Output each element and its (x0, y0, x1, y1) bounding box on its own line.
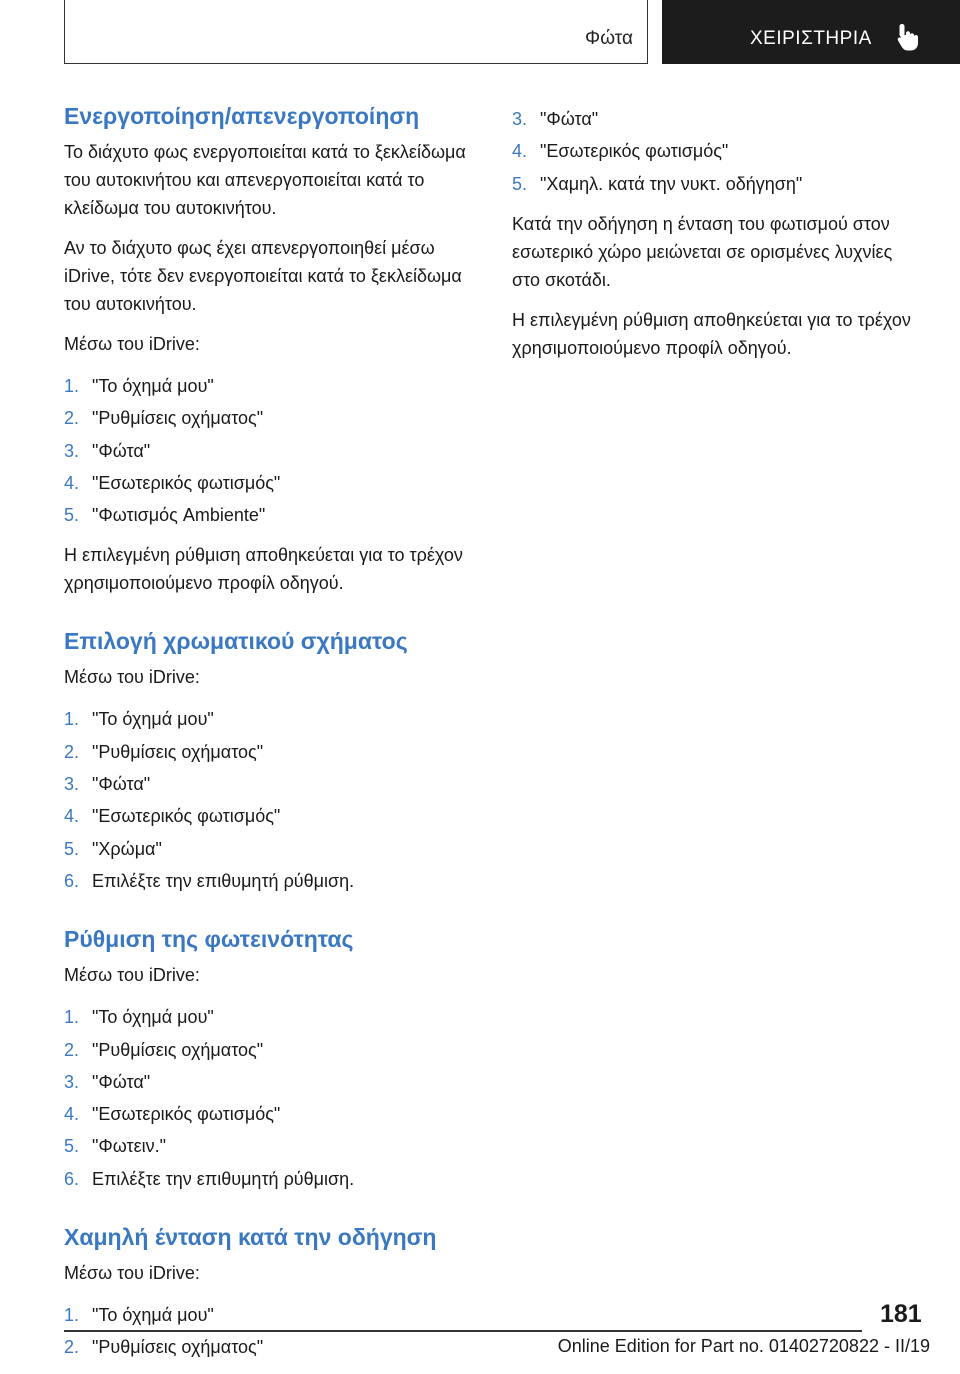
note-text: Η επιλεγμένη ρύθμιση αποθηκεύεται για το τρέχον χρησιμοποιούμενο προφίλ οδηγού. (64, 545, 463, 594)
section-title-onoff: Ενεργοποίηση/απενεργοποίηση (64, 103, 420, 129)
step-item (512, 135, 922, 167)
step-item (64, 768, 469, 800)
step-list (64, 370, 469, 531)
step-text: "Το όχημά μου" (92, 1007, 214, 1028)
step-text: "Φώτα" (92, 1071, 151, 1092)
step-item (64, 1331, 469, 1363)
step-item (64, 833, 469, 865)
step-text: "Εσωτερικός φωτισμός" (540, 141, 729, 162)
step-text: "Ρυθμίσεις οχήματος" (92, 741, 264, 762)
section-title-color: Επιλογή χρωματικού σχήματος (64, 628, 408, 655)
header-chapter-title: ΧΕΙΡΙΣΤΗΡΙΑ (750, 28, 872, 49)
step-number: 4. (64, 472, 80, 493)
left-column (64, 100, 469, 1374)
step-number: 5. (512, 173, 528, 194)
intro-text: Μέσω του iDrive: (64, 334, 200, 354)
step-number: 5. (64, 1136, 80, 1157)
step-text: "Ρυθμίσεις οχήματος" (92, 1337, 264, 1358)
step-number: 3. (64, 1071, 80, 1092)
step-text: "Το όχημά μου" (92, 376, 214, 396)
step-text: "Το όχημά μου" (92, 1305, 214, 1326)
step-number: 2. (64, 1337, 80, 1358)
step-text: "Χαμηλ. κατά την νυκτ. οδήγηση" (540, 173, 803, 194)
section-title-dimming: Χαμηλή ένταση κατά την οδήγηση (64, 1224, 437, 1251)
note-text: Η επιλεγμένη ρύθμιση αποθηκεύεται για το τρέχον χρησιμοποιούμενο προφίλ οδηγού. (512, 309, 911, 358)
step-number: 6. (64, 870, 80, 891)
step-item (64, 1034, 469, 1066)
step-item (64, 467, 469, 499)
step-item (64, 736, 469, 768)
step-number: 2. (64, 1039, 80, 1060)
step-number: 5. (64, 505, 80, 526)
step-item (64, 800, 469, 832)
step-item (64, 435, 469, 467)
step-item (64, 865, 469, 897)
step-item (64, 1001, 469, 1033)
step-list (64, 703, 469, 897)
step-text: "Το όχημά μου" (92, 709, 214, 730)
step-number: 5. (64, 838, 80, 859)
step-text: Επιλέξτε την επιθυμητή ρύθμιση. (92, 870, 355, 891)
right-column (512, 103, 922, 374)
step-number: 1. (64, 1007, 80, 1028)
step-text: "Εσωτερικός φωτισμός" (92, 472, 281, 493)
step-text: "Φώτα" (92, 774, 151, 795)
intro-text: Μέσω του iDrive: (64, 965, 200, 986)
step-item (64, 1098, 469, 1130)
footer-edition: Online Edition for Part no. 01402720822 - II/19 (557, 1336, 930, 1356)
header-chapter-box (662, 0, 960, 64)
step-number: 4. (512, 141, 528, 162)
step-number: 1. (64, 376, 80, 396)
step-text: "Φωτισμός Ambiente" (92, 505, 266, 526)
step-item (64, 370, 469, 402)
step-text: "Ρυθμίσεις οχήματος" (92, 1039, 264, 1060)
step-number: 3. (64, 774, 80, 795)
page-number: 181 (880, 1300, 922, 1328)
header-section-title: Φώτα (585, 28, 633, 49)
footer-divider (64, 1330, 862, 1332)
step-text: "Χρώμα" (92, 838, 162, 859)
paragraph: Το διάχυτο φως ενεργοποιείται κατά το ξεκλείδωμα του αυτοκινήτου και απενεργοποιείται κατά το κλείδωμα του αυτοκινήτου. (64, 142, 466, 218)
step-item (64, 402, 469, 434)
step-item (512, 168, 922, 200)
step-number: 4. (64, 806, 80, 827)
step-text: Επιλέξτε την επιθυμητή ρύθμιση. (92, 1168, 355, 1189)
section-title-brightness: Ρύθμιση της φωτεινότητας (64, 926, 354, 953)
step-item (64, 499, 469, 531)
step-number: 1. (64, 709, 80, 730)
step-text: "Φώτα" (540, 109, 599, 129)
step-item (64, 1163, 469, 1195)
step-text: "Φωτειν." (92, 1136, 167, 1157)
step-text: "Ρυθμίσεις οχήματος" (92, 408, 264, 429)
step-item (64, 1299, 469, 1331)
paragraph: Κατά την οδήγηση η ένταση του φωτισμού στον εσωτερικό χώρο μειώνεται σε ορισμένες λυχνίες στο σκοτάδι. (512, 213, 893, 290)
step-item (512, 103, 922, 135)
step-item (64, 1130, 469, 1162)
header-section-box (64, 0, 648, 64)
intro-text: Μέσω του iDrive: (64, 1263, 200, 1284)
intro-text: Μέσω του iDrive: (64, 667, 200, 688)
step-text: "Φώτα" (92, 440, 151, 461)
step-number: 2. (64, 741, 80, 762)
paragraph: Αν το διάχυτο φως έχει απενεργοποιηθεί μέσω iDrive, τότε δεν ενεργοποιείται κατά το ξεκλείδωμα του αυτοκινήτου. (64, 238, 462, 314)
step-number: 3. (64, 440, 80, 461)
step-list (512, 103, 922, 200)
hand-pointer-icon (896, 22, 922, 52)
step-text: "Εσωτερικός φωτισμός" (92, 806, 281, 827)
step-number: 4. (64, 1104, 80, 1125)
step-list (64, 1001, 469, 1195)
step-item (64, 1066, 469, 1098)
step-number: 2. (64, 408, 80, 429)
step-number: 6. (64, 1168, 80, 1189)
step-number: 3. (512, 109, 528, 129)
step-text: "Εσωτερικός φωτισμός" (92, 1104, 281, 1125)
step-number: 1. (64, 1305, 80, 1326)
step-item (64, 703, 469, 735)
